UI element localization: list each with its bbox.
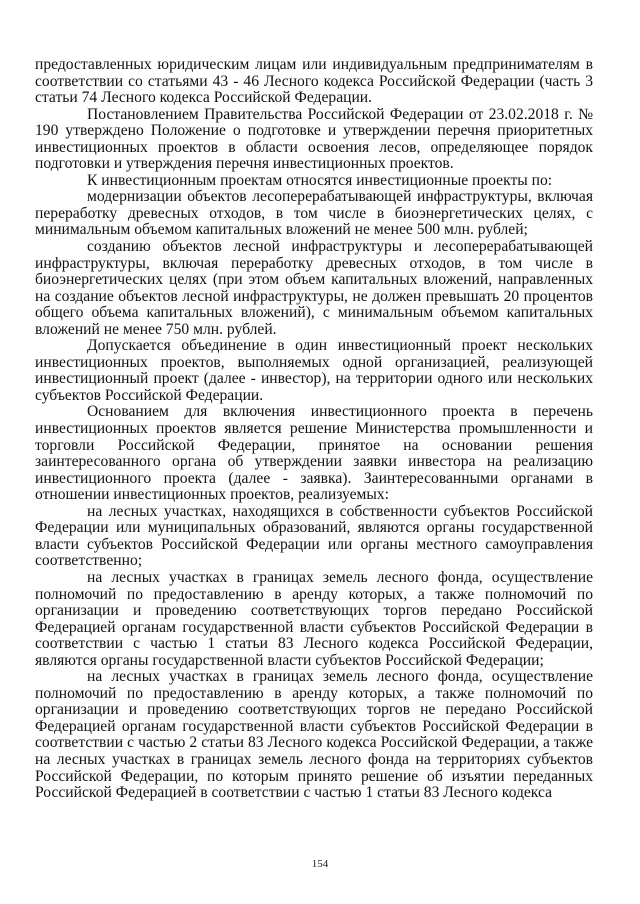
paragraph: К инвестиционным проектам относятся инвестиционные проекты по: xyxy=(87,171,553,189)
document-page xyxy=(35,57,593,802)
paragraph: на лесных участках, находящихся в собственности субъектов Российской Федерации или муниципальных образований, являются органы государственной власти субъектов Российской Федерации или органы местного самоуправления соответственно; xyxy=(35,502,593,570)
paragraph: Основанием для включения инвестиционного проекта в перечень инвестиционных проектов является решение Министерства промышленности и торговли Российской Федерации, принятое на основании решения заинтересованного органа об утверждении заявки инвестора на реализацию инвестиционного проекта (далее - заявка). Заинтересованными органами в отношении инвестиционных проектов, реализуемых: xyxy=(35,403,593,504)
paragraph: предоставленных юридическим лицам или индивидуальным предпринимателям в соответствии со статьями 43 - 46 Лесного кодекса Российской Федерации (часть 3 статьи 74 Лесного кодекса Российской Федерации. xyxy=(35,56,593,107)
paragraph: Допускается объединение в один инвестиционный проект нескольких инвестиционных проектов, выполняемых одной организацией, реализующей инвестиционный проект (далее - инвестор), на территории одного или нескольких субъектов Российской Федерации. xyxy=(35,337,593,404)
paragraph: модернизации объектов лесоперерабатывающей инфраструктуры, включая переработку древесных отходов, в том числе в биоэнергетических целях, с минимальным объемом капитальных вложений не менее 500 млн. рублей; xyxy=(35,188,593,239)
page-number: 154 xyxy=(311,858,329,870)
paragraph: на лесных участках в границах земель лесного фонда, осуществление полномочий по предоставлению в аренду которых, а также полномочий по организации и проведению соответствующих торгов передано Российской Федерацией органам государственной власти субъектов Российской Федерации в соответствии с частью 1 статьи 83 Лесного кодекса Российской Федерации, являются органы государственной власти субъектов Российской Федерации; xyxy=(35,568,593,669)
paragraph: созданию объектов лесной инфраструктуры и лесоперерабатывающей инфраструктуры, включая переработку древесных отходов, в том числе в биоэнергетических целях (при этом объем капитальных вложений, направленных на создание объектов лесной инфраструктуры, не должен превышать 20 процентов общего объема капитальных вложений), с минимальным объемом капитальных вложений не менее 750 млн. рублей. xyxy=(35,238,593,338)
paragraph: на лесных участках в границах земель лесного фонда, осуществление полномочий по предоставлению в аренду которых, а также полномочий по организации и проведению соответствующих торгов не передано Российской Федерацией органам государственной власти субъектов Российской Федерации в соответствии с частью 2 статьи 83 Лесного кодекса Российской Федерации, а также на лесных участках в границах земель лесного фонда на территориях субъектов Российской Федерации, по которым принято решение об изъятии переданных Российской Федерацией в соответствии с частью 1 статьи 83 Лесного кодекса xyxy=(35,668,593,802)
paragraph: Постановлением Правительства Российской Федерации от 23.02.2018 г. № 190 утверждено Положение о подготовке и утверждении перечня приоритетных инвестиционных проектов в области освоения лесов, определяющее порядок подготовки и утверждения перечня инвестиционных проектов. xyxy=(35,105,593,173)
